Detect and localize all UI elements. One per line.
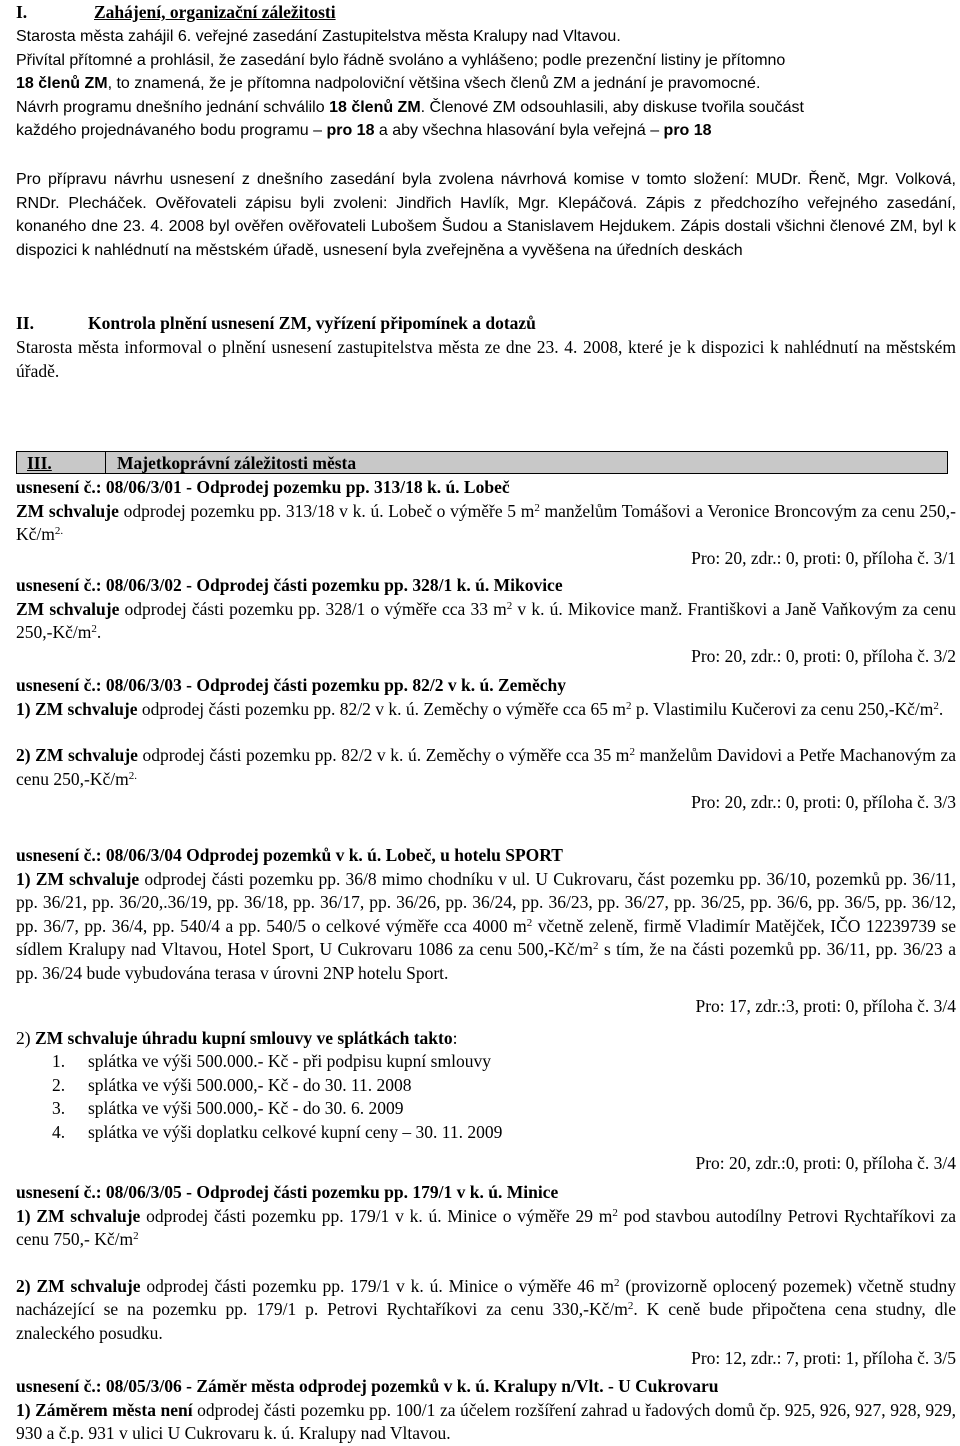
resolution-heading: usnesení č.: 08/06/3/04 Odprodej pozemků v k. ú. Lobeč, u hotelu SPORT [16,845,563,865]
program-line: Návrh programu dnešního jednání schválilo 18 členů ZM. Členové ZM odsouhlasili, aby diskuse tvořila součást [16,98,804,116]
quorum-line-2: 18 členů ZM, to znamená, že je přítomna nadpoloviční většina všech členů ZM a jednání je pravomocné. [16,75,761,92]
vote-result: Pro: 20, zdr.: 0, proti: 0, příloha č. 3/1 [691,547,956,568]
resolution-text-1: 1) ZM schvaluje odprodej části pozemku pp. 82/2 v k. ú. Zeměchy o výměře cca 65 $m^2$ p. Vlastimilu Kučerovi za cenu $250,-Kč/m^2$. [16,698,944,719]
vote-result: Pro: 20, zdr.:0, proti: 0, příloha č. 3/4 [695,1153,956,1173]
resolution-heading: usnesení č.: 08/06/3/03 - Odprodej části pozemku pp. 82/2 v k. ú. Zeměchy [16,675,566,695]
resolution-05 [16,1181,956,1371]
resolution-02 [16,574,956,668]
resolution-heading: usnesení č.: 08/05/3/06 - Záměr města odprodej pozemků v k. ú. Kralupy n/Vlt. - U Cukrovaru [16,1376,719,1396]
section-number: I. [16,2,28,22]
resolution-heading: usnesení č.: 08/06/3/05 - Odprodej části pozemku pp. 179/1 v k. ú. Minice [16,1182,559,1202]
resolution-text-2: 2) ZM schvaluje odprodej části pozemku pp. 82/2 v k. ú. Zeměchy o výměře cca 35 $m^2$ manželům Davidovi a Petře Machanovým za cenu $250,-Kč/m^{2.}$ [16,745,956,789]
section-title: Majetkoprávní záležitosti města [117,453,357,473]
vote-result: Pro: 20, zdr.: 0, proti: 0, příloha č. 3/2 [691,645,956,666]
section-3-heading [16,451,948,474]
section-1-heading [16,1,956,25]
resolution-06 [16,1375,956,1446]
payment-item: 2. splátka ve výši 500.000,- Kč - do 30. 11. 2008 [52,1074,412,1095]
commission-paragraph: Pro přípravu návrhu usnesení z dnešního zasedání byla zvolena návrhová komise v tomto složení: MUDr. Řenč, Mgr. Volková, RNDr. Plecháček. Ověřovateli zápisu byli zvoleni: Jindřich Havlík, Mgr. Klepáčová. Zápis z předchozího veřejného zasedání, konaného dne 23. 4. 2008 byl ověřen ověřovateli Lubošem Šudou a Stanislavem Hejdukem. Zápis dostali všichni členové ZM, byl k dispozici k nahlédnutí na městském úřadě, usnesení byla zveřejněna a vyvěšena na úředních deskách [16,171,957,259]
resolution-text-1: 1) ZM schvaluje odprodej části pozemku pp. 36/8 mimo chodníku v ul. U Cukrovaru, část pozemku pp. 36/10, pozemků pp. 36/11, pp. 36/21, pp. 36/20,.36/19, pp. 36/18, pp. 36/17, pp. 36/26, pp. 36/24, pp. 36/23, pp. 36/27, pp. 36/25, pp. 36/6, pp. 36/5, pp. 36/12, pp. 36/7, pp. 36/4, pp. 540/4 a pp. 540/5 o celkové výměře cca 4000 $m^2$ včetně zeleně, firmě Vladimír Matějček, IČO 12239739 se sídlem Kralupy nad Vltavou, Hotel Sport, U Cukrovaru 1086 za cenu $500,-Kč/m^2$ s tím, že na části pozemků pp. 36/11, pp. 36/23 a pp. 36/24 bude vybudována terasa v úrovni 2NP hotelu Sport. [16,868,956,983]
resolution-text: 1) Záměrem města není odprodej části pozemku pp. 100/1 za účelem rozšíření zahrad u řadových domů čp. 925, 926, 927, 928, 929, 930 a č.p. 931 v ulici U Cukrovaru k. ú. Kralupy nad Vltavou. [16,1399,956,1443]
section-title: Kontrola plnění usnesení ZM, vyřízení připomínek a dotazů [88,313,536,333]
section-2-heading [16,312,956,336]
heading-divider [105,452,106,473]
resolution-heading: usnesení č.: 08/06/3/02 - Odprodej části pozemku pp. 328/1 k. ú. Mikovice [16,575,563,595]
vote-result: Pro: 17, zdr.:3, proti: 0, příloha č. 3/4 [695,996,956,1016]
resolution-01 [16,476,956,570]
vote-result: Pro: 12, zdr.: 7, proti: 1, příloha č. 3/5 [691,1348,956,1368]
section-number: III. [27,453,52,473]
resolution-04 [16,844,956,1176]
program-line-2: každého projednávaného bodu programu – pro 18 a aby všechna hlasování byla veřejná – pro 18 [16,122,712,139]
quorum-line: Přivítal přítomné a prohlásil, že zasedání bylo řádně svoláno a vyhlášeno; podle prezenční listiny je přítomno [16,51,786,69]
opening-line: Starosta města zahájil 6. veřejné zasedání Zastupitelstva města Kralupy nad Vltavou. [16,28,621,45]
payment-item: 4. splátka ve výši doplatku celkové kupní ceny – 30. 11. 2009 [52,1121,503,1142]
payment-heading: 2) ZM schvaluje úhradu kupní smlouvy ve splátkách takto: [16,1027,458,1048]
resolution-text-2: 2) ZM schvaluje odprodej části pozemku pp. 179/1 v k. ú. Minice o výměře 46 $m^2$ (provizorně oplocený pozemek) včetně studny nacházející se na pozemku pp. 179/1 p. Petrovi Rychtaříkovi za cenu $330,-Kč/m^2$. K ceně bude připočtena cena studny, dle znaleckého posudku. [16,1275,957,1343]
resolution-heading: usnesení č.: 08/06/3/01 - Odprodej pozemku pp. 313/18 k. ú. Lobeč [16,477,510,497]
payment-item: 1. splátka ve výši 500.000.- Kč - při podpisu kupní smlouvy [52,1051,491,1071]
resolution-text: ZM schvaluje odprodej pozemku pp. 313/18 v k. ú. Lobeč o výměře 5 $m^2$ manželům Tomášovi a Veronice Broncovým za cenu $250,-Kč/m^{2.}$ [16,500,956,544]
resolution-03 [16,674,956,815]
section-2-body: Starosta města informoval o plnění usnesení zastupitelstva města ze dne 23. 4. 2008, které je k dispozici k nahlédnutí na městském úřadě. [16,337,956,381]
section-number: II. [16,313,34,333]
payment-item: 3. splátka ve výši 500.000,- Kč - do 30. 6. 2009 [52,1098,404,1118]
section-1-body [16,25,956,143]
vote-result: Pro: 20, zdr.: 0, proti: 0, příloha č. 3/3 [691,792,956,812]
resolution-text-1: 1) ZM schvaluje odprodej části pozemku pp. 179/1 v k. ú. Minice o výměře 29 $m^2$ pod stavbou autodílny Petrovi Rychtaříkovi za cenu 750,- $Kč/m^2$ [16,1205,956,1249]
section-title: Zahájení, organizační záležitosti [94,2,336,22]
resolution-text: ZM schvaluje odprodej části pozemku pp. 328/1 o výměře cca 33 $m^2$ v k. ú. Mikovice manž. Františkovi a Janě Vaňkovým za cenu $250,-Kč/m^2$. [16,598,956,642]
payment-list [16,1050,956,1144]
